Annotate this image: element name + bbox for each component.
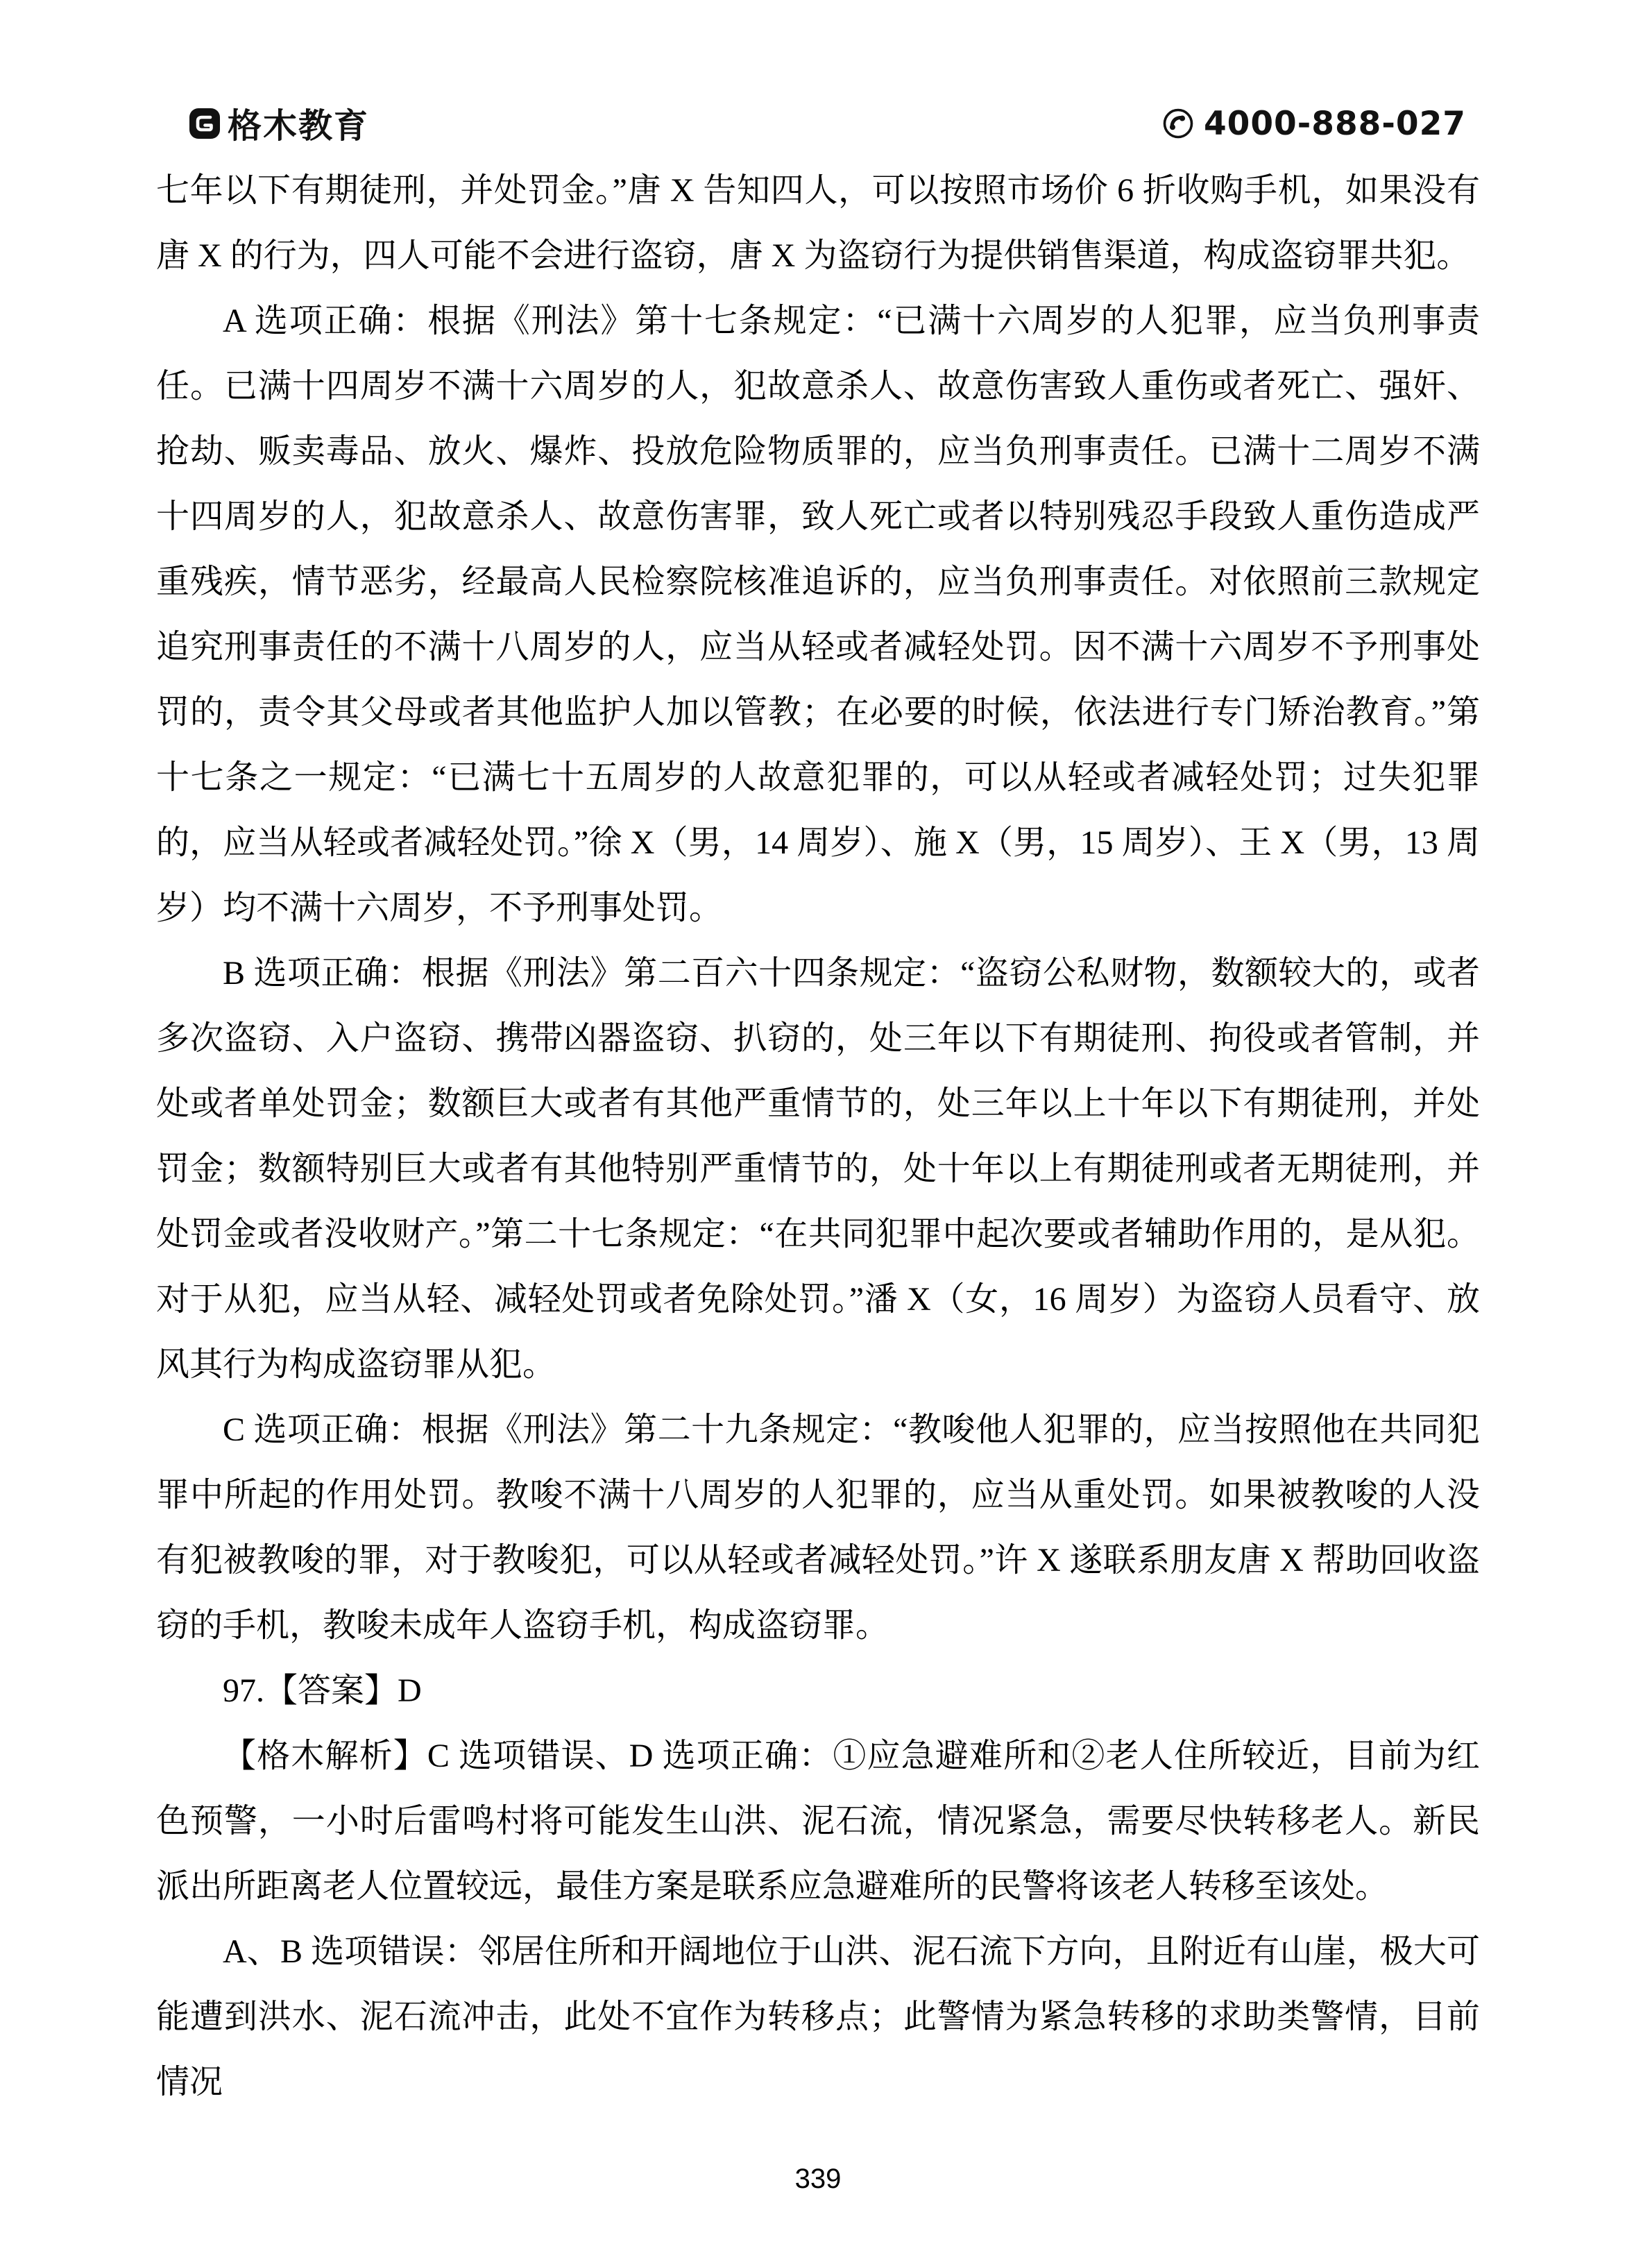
page-header — [189, 104, 1466, 143]
body-paragraph-options-ab: A、B 选项错误：邻居住所和开阔地位于山洪、泥石流下方向，且附近有山崖，极大可能遭到洪水、泥石流冲击，此处不宜作为转移点；此警情为紧急转移的求助类警情，目前情况 — [156, 1933, 1480, 2100]
document-body — [156, 158, 1480, 2115]
brand — [189, 99, 369, 148]
phone-number: 4000-888-027 — [1203, 104, 1466, 143]
brand-name: 格木教育 — [228, 108, 370, 145]
body-paragraph-analysis-97: 【格木解析】C 选项错误、D 选项正确：①应急避难所和②老人住所较近，目前为红色预警，一小时后雷鸣村将可能发生山洪、泥石流，情况紧急，需要尽快转移老人。新民派出所距离老人位置较远，最佳方案是联系应急避难所的民警将该老人转移至该处。 — [156, 1738, 1480, 1905]
body-paragraph-answer-97: 97.【答案】D — [223, 1672, 422, 1709]
body-paragraph-option-a: A 选项正确：根据《刑法》第十七条规定：“已满十六周岁的人犯罪，应当负刑事责任。已满十四周岁不满十六周岁的人，犯故意杀人、故意伤害致人重伤或者死亡、强奸、抢劫、贩卖毒品、放火、爆炸、投放危险物质罪的，应当负刑事责任。已满十二周岁不满十四周岁的人，犯故意杀人、故意伤害罪，致人死亡或者以特别残忍手段致人重伤造成严重残疾，情节恶劣，经最高人民检察院核准追诉的，应当负刑事责任。对依照前三款规定追究刑事责任的不满十八周岁的人，应当从轻或者减轻处罚。因不满十六周岁不予刑事处罚的，责令其父母或者其他监护人加以管教；在必要的时候，依法进行专门矫治教育。”第十七条之一规定：“已满七十五周岁的人故意犯罪的，可以从轻或者减轻处罚；过失犯罪的，应当从轻或者减轻处罚。”徐 X（男，14 周岁）、施 X（男，15 周岁）、王 X（男，13 周岁）均不满十六周岁，不予刑事处罚。 — [156, 303, 1480, 926]
page-number: 339 — [794, 2164, 842, 2194]
page-footer — [156, 2164, 1480, 2195]
gemu-logo-icon — [189, 108, 221, 139]
body-paragraph-option-b: B 选项正确：根据《刑法》第二百六十四条规定：“盗窃公私财物，数额较大的，或者多次盗窃、入户盗窃、携带凶器盗窃、扒窃的，处三年以下有期徒刑、拘役或者管制，并处或者单处罚金；数额巨大或者有其他严重情节的，处三年以上十年以下有期徒刑，并处罚金；数额特别巨大或者有其他特别严重情节的，处十年以上有期徒刑或者无期徒刑，并处罚金或者没收财产。”第二十七条规定：“在共同犯罪中起次要或者辅助作用的，是从犯。对于从犯，应当从轻、减轻处罚或者免除处罚。”潘 X（女，16 周岁）为盗窃人员看守、放风其行为构成盗窃罪从犯。 — [156, 955, 1480, 1383]
phone-icon — [1162, 108, 1194, 139]
body-paragraph-continuation: 七年以下有期徒刑，并处罚金。”唐 X 告知四人，可以按照市场价 6 折收购手机，如果没有唐 X 的行为，四人可能不会进行盗窃，唐 X 为盗窃行为提供销售渠道，构成盗窃罪共犯。 — [156, 172, 1480, 274]
body-paragraph-option-c: C 选项正确：根据《刑法》第二十九条规定：“教唆他人犯罪的，应当按照他在共同犯罪中所起的作用处罚。教唆不满十八周岁的人犯罪的，应当从重处罚。如果被教唆的人没有犯被教唆的罪，对于教唆犯，可以从轻或者减轻处罚。”许 X 遂联系朋友唐 X 帮助回收盗窃的手机，教唆未成年人盗窃手机，构成盗窃罪。 — [156, 1411, 1480, 1644]
contact-phone — [1162, 105, 1466, 143]
